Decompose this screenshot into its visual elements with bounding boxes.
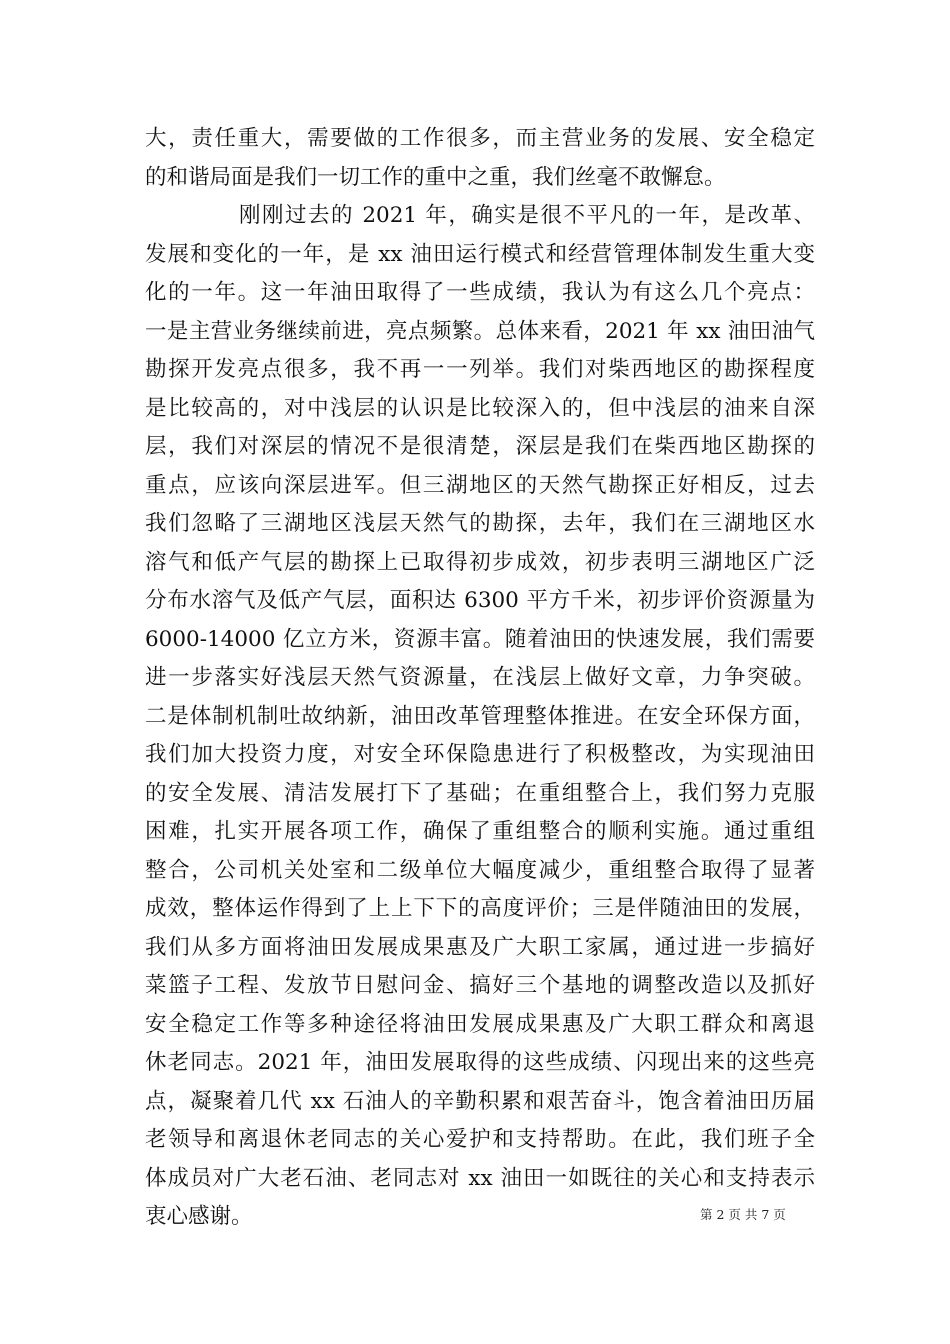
text-line: 安全稳定工作等多种途径将油田发展成果惠及广大职工群众和离退 [145, 1011, 815, 1037]
text-line: 困难，扎实开展各项工作，确保了重组整合的顺利实施。通过重组 [145, 819, 815, 844]
text-line: 休老同志。2021 年，油田发展取得的这些成绩、闪现出来的这些亮 [145, 1050, 815, 1075]
text-line: 化的一年。这一年油田取得了一些成绩，我认为有这么几个亮点： [145, 280, 815, 305]
page-number: 第 2 页 共 7 页 [700, 1207, 786, 1222]
text-line: 的和谐局面是我们一切工作的重中之重，我们丝毫不敢懈怠。 [145, 164, 726, 190]
text-line: 二是体制机制吐故纳新，油田改革管理整体推进。在安全环保方面， [145, 703, 815, 729]
body-text [145, 120, 815, 1237]
text-line: 衷心感谢。 [145, 1204, 253, 1229]
text-line: 重点，应该向深层进军。但三湖地区的天然气勘探正好相反，过去 [145, 472, 815, 498]
text-line: 我们加大投资力度，对安全环保隐患进行了积极整改，为实现油田 [145, 742, 815, 767]
text-line: 分布水溶气及低产气层，面积达 6300 平方千米，初步评价资源量为 [145, 588, 815, 613]
text-line: 整合，公司机关处室和二级单位大幅度减少，重组整合取得了显著 [145, 857, 815, 883]
text-line: 进一步落实好浅层天然气资源量，在浅层上做好文章，力争突破。 [145, 665, 815, 690]
text-line: 我们从多方面将油田发展成果惠及广大职工家属，通过进一步搞好 [145, 934, 815, 960]
text-line: 层，我们对深层的情况不是很清楚，深层是我们在柴西地区勘探的 [145, 434, 815, 459]
text-line: 溶气和低产气层的勘探上已取得初步成效，初步表明三湖地区广泛 [145, 549, 815, 575]
text-line: 成效，整体运作得到了上上下下的高度评价；三是伴随油田的发展， [145, 896, 815, 921]
text-line: 大，责任重大，需要做的工作很多，而主营业务的发展、安全稳定 [145, 126, 815, 151]
text-line: 体成员对广大老石油、老同志对 xx 油田一如既往的关心和支持表示 [145, 1165, 815, 1191]
text-line: 一是主营业务继续前进，亮点频繁。总体来看，2021 年 xx 油田油气 [145, 318, 815, 344]
text-line: 刚刚过去的 2021 年，确实是很不平凡的一年，是改革、 [239, 203, 815, 228]
text-line: 发展和变化的一年，是 xx 油田运行模式和经营管理体制发生重大变 [145, 241, 815, 267]
text-line: 菜篮子工程、发放节日慰问金、搞好三个基地的调整改造以及抓好 [145, 973, 815, 998]
text-line: 6000-14000 亿立方米，资源丰富。随着油田的快速发展，我们需要 [145, 626, 815, 652]
text-line: 我们忽略了三湖地区浅层天然气的勘探，去年，我们在三湖地区水 [145, 511, 815, 536]
text-line: 是比较高的，对中浅层的认识是比较深入的，但中浅层的油来自深 [145, 395, 815, 421]
text-line: 点，凝聚着几代 xx 石油人的辛勤积累和艰苦奋斗，饱含着油田历届 [145, 1088, 815, 1114]
text-line: 老领导和离退休老同志的关心爱护和支持帮助。在此，我们班子全 [145, 1127, 815, 1152]
text-line: 的安全发展、清洁发展打下了基础；在重组整合上，我们努力克服 [145, 780, 815, 806]
text-line: 勘探开发亮点很多，我不再一一列举。我们对柴西地区的勘探程度 [145, 357, 815, 382]
